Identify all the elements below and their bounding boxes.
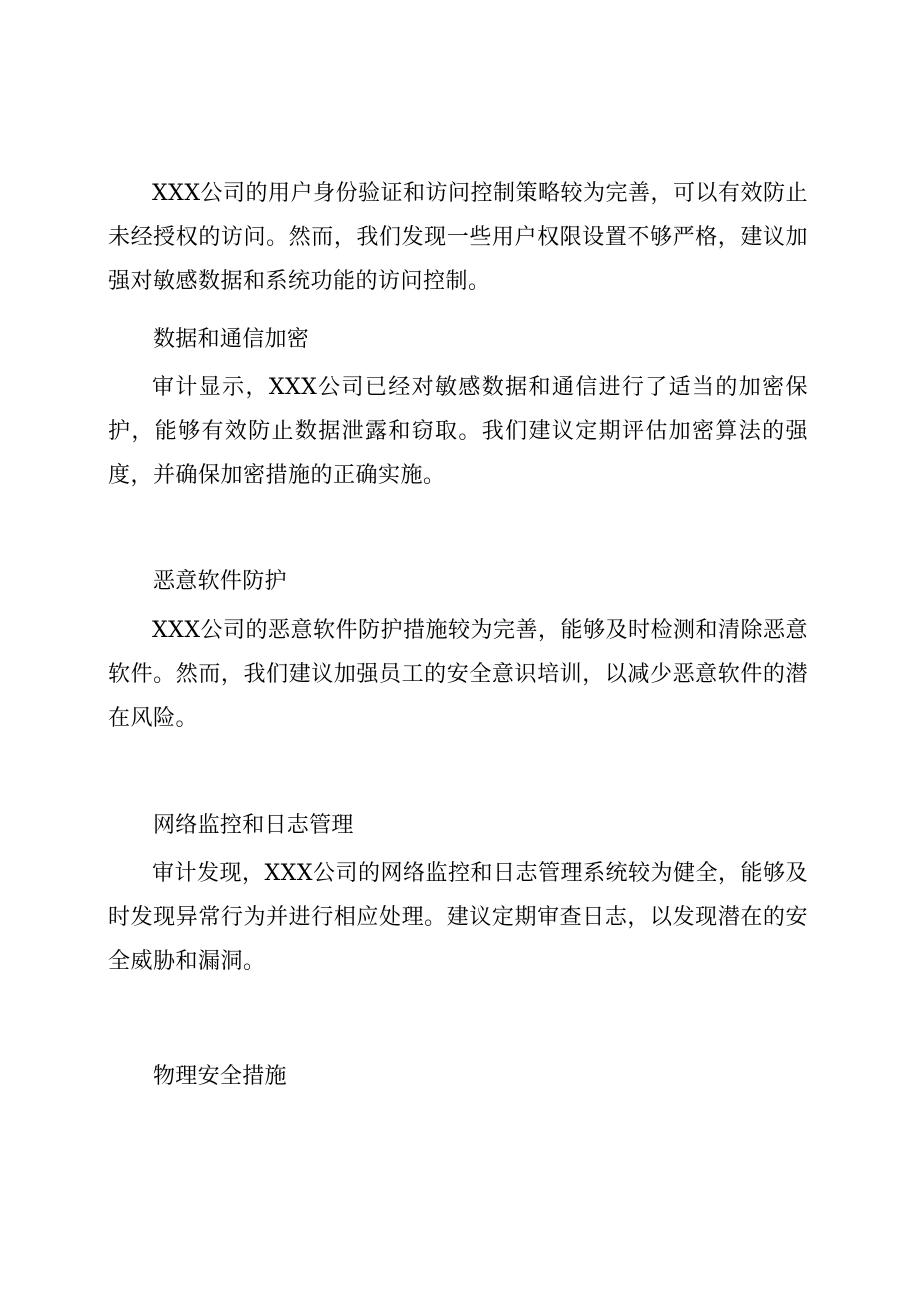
section-body-monitoring: 审计发现，XXX公司的网络监控和日志管理系统较为健全，能够及时发现异常行为并进行相应处理。建议定期审查日志，以发现潜在的安全威胁和漏洞。	[108, 861, 808, 974]
section-heading-physical-security: 物理安全措施	[153, 1064, 287, 1089]
section-body-malware: XXX公司的恶意软件防护措施较为完善，能够及时检测和清除恶意软件。然而，我们建议加强员工的安全意识培训，以减少恶意软件的潜在风险。	[108, 618, 808, 731]
section-heading-monitoring: 网络监控和日志管理	[153, 813, 354, 838]
section-body-encryption: 审计显示，XXX公司已经对敏感数据和通信进行了适当的加密保护，能够有效防止数据泄露和窃取。我们建议定期评估加密算法的强度，并确保加密措施的正确实施。	[108, 375, 808, 488]
section-heading-encryption: 数据和通信加密	[153, 327, 310, 352]
section-heading-malware: 恶意软件防护	[153, 569, 287, 594]
intro-paragraph: XXX公司的用户身份验证和访问控制策略较为完善，可以有效防止未经授权的访问。然而，我们发现一些用户权限设置不够严格，建议加强对敏感数据和系统功能的访问控制。	[108, 181, 808, 294]
